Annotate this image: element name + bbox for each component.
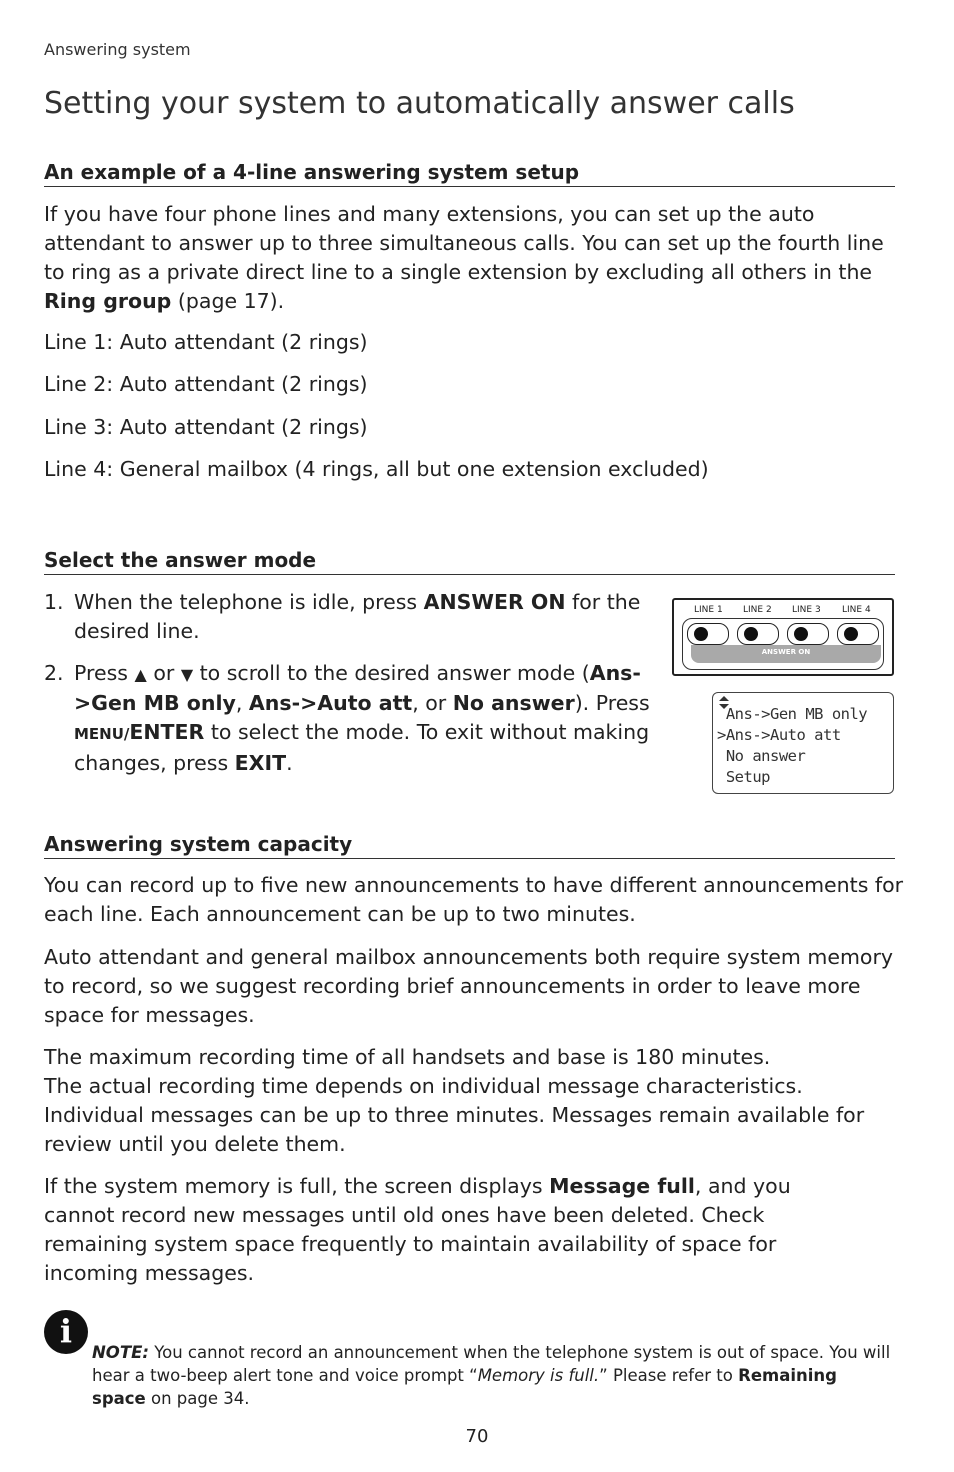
up-arrow-icon: ▲ — [134, 665, 147, 684]
line-4-label: LINE 4 — [842, 605, 871, 615]
enter-key: ENTER — [129, 720, 205, 744]
lcd-row-auto-att: >Ans->Auto att — [717, 726, 841, 744]
line-2-setting: Line 2: Auto attendant (2 rings) — [44, 372, 368, 396]
down-arrow-icon: ▼ — [180, 665, 194, 684]
exit-key: EXIT — [234, 751, 287, 775]
line-3-label: LINE 3 — [792, 605, 821, 615]
capacity-paragraph-1: You can record up to five new announcements to have different announcements for each line. Each announcement can be up to two minutes. — [44, 873, 904, 926]
indicator-dot-icon — [794, 627, 808, 641]
remaining-space-term: Remaining space — [92, 1366, 837, 1408]
lcd-screen — [712, 692, 894, 794]
section-heading-capacity: Answering system capacity — [44, 832, 895, 859]
note: NOTE: You cannot record an announcement when the telephone system is out of space. You will hear a two-beep alert tone and voice prompt “Memory is full.” Please refer to Remaining space on page 34. — [92, 1343, 891, 1408]
ring-group-term: Ring group — [44, 289, 172, 313]
line-3-answer-button[interactable] — [787, 623, 829, 645]
line-1-label: LINE 1 — [694, 605, 723, 615]
step-2: 2. Press ▲ or ▼ to scroll to the desired answer mode (Ans->Gen MB only, Ans->Auto att, or No answer). Press MENU/ENTER to select the mode. To exit without making changes, press EXIT. — [44, 661, 650, 775]
page-title: Setting your system to automatically answer calls — [44, 86, 795, 121]
message-full-term: Message full — [549, 1174, 695, 1198]
indicator-dot-icon — [844, 627, 858, 641]
capacity-paragraph-2: Auto attendant and general mailbox announcements both require system memory to record, so we suggest recording brief announcements in order to leave more space for messages. — [44, 945, 894, 1027]
step-1: 1. When the telephone is idle, press ANSWER ON for the desired line. — [44, 590, 641, 643]
capacity-paragraph-3: The maximum recording time of all handsets and base is 180 minutes. The actual recording time depends on individual message characteristics. Individual messages can be up to three minutes. Messages remain available for review until you delete them. — [44, 1045, 865, 1156]
line-1-answer-button[interactable] — [687, 623, 729, 645]
lcd-row-setup: Setup — [717, 768, 770, 786]
answer-on-panel — [672, 598, 894, 676]
button-well — [682, 618, 884, 670]
line-2-answer-button[interactable] — [737, 623, 779, 645]
line-3-setting: Line 3: Auto attendant (2 rings) — [44, 415, 368, 439]
section-heading-example: An example of a 4-line answering system setup — [44, 160, 895, 187]
line-2-label: LINE 2 — [743, 605, 772, 615]
lcd-row-no-answer: No answer — [717, 747, 806, 765]
answer-on-strip: ANSWER ON — [691, 645, 881, 663]
info-icon: i — [44, 1310, 88, 1354]
line-4-setting: Line 4: General mailbox (4 rings, all but one extension excluded) — [44, 457, 709, 481]
indicator-dot-icon — [694, 627, 708, 641]
capacity-paragraph-4: If the system memory is full, the screen displays Message full, and you cannot record new messages until old ones have been deleted. Check remaining system space frequently to maintain availability of space for incoming messages. — [44, 1174, 791, 1285]
running-header: Answering system — [44, 40, 191, 59]
answer-on-key: ANSWER ON — [423, 590, 566, 614]
section-heading-answer-mode: Select the answer mode — [44, 548, 895, 575]
page-number: 70 — [465, 1426, 489, 1447]
example-paragraph: If you have four phone lines and many extensions, you can set up the auto attendant to answer up to three simultaneous calls. You can set up the fourth line to ring as a private direct line to a single extension by excluding all others in the Ring group (page 17). — [44, 202, 884, 313]
note-label: NOTE: — [92, 1343, 149, 1362]
line-1-setting: Line 1: Auto attendant (2 rings) — [44, 330, 368, 354]
menu-key: MENU/ — [74, 725, 130, 743]
lcd-row-gen-mb: Ans->Gen MB only — [717, 705, 868, 723]
line-4-answer-button[interactable] — [837, 623, 879, 645]
indicator-dot-icon — [744, 627, 758, 641]
